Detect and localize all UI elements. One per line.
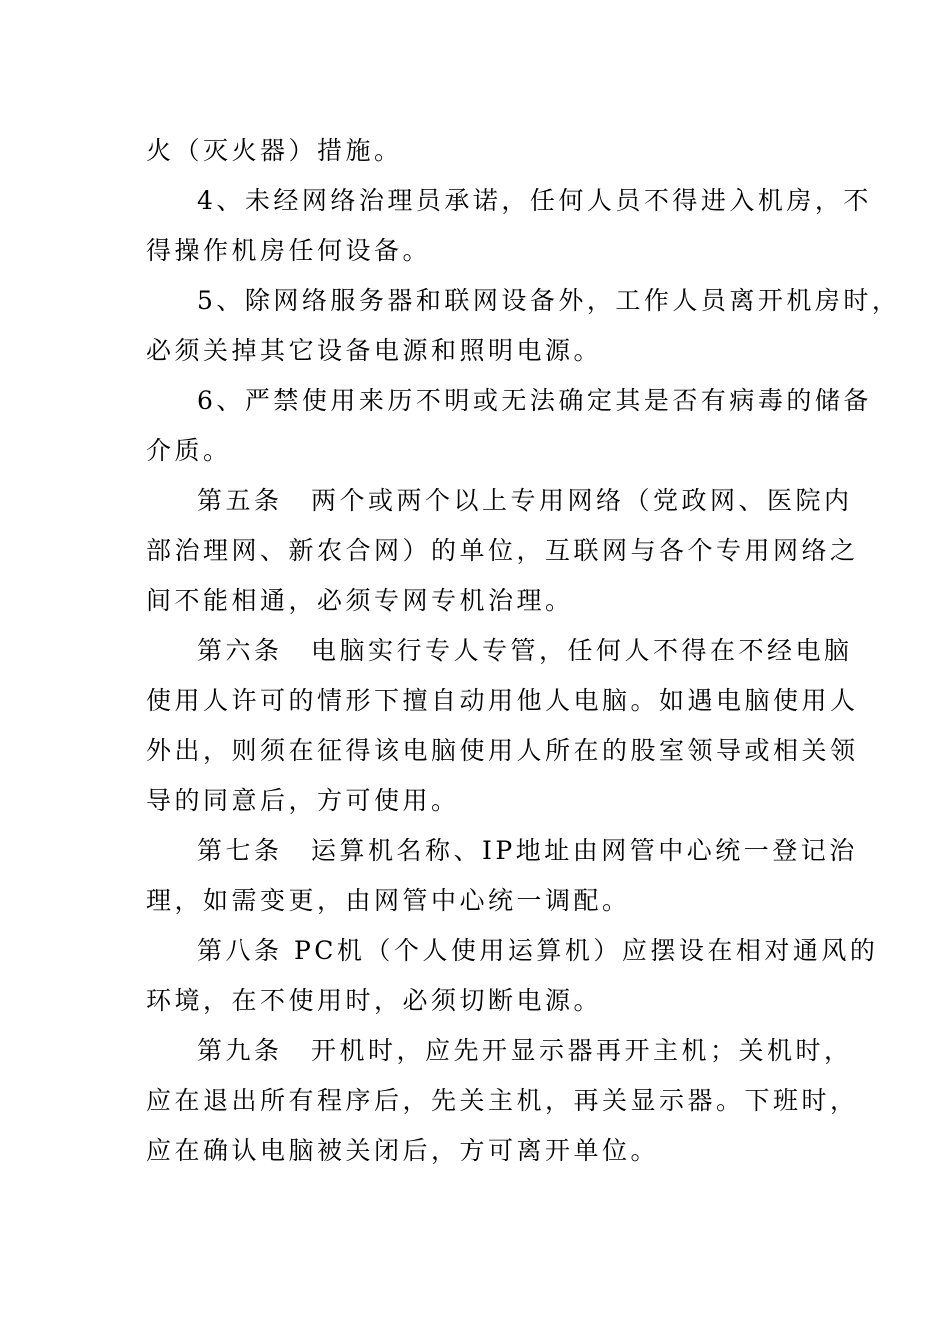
text-line: 必须关掉其它设备电源和照明电源。 bbox=[146, 336, 603, 365]
text-line: 5、除网络服务器和联网设备外，工作人员离开机房时， bbox=[197, 286, 901, 315]
text-line: 介质。 bbox=[146, 436, 232, 465]
text-line: 部治理网、新农合网）的单位，互联网与各个专用网络之 bbox=[146, 536, 859, 565]
text-line: 第五条 两个或两个以上专用网络（党政网、医院内 bbox=[197, 486, 853, 515]
text-line: 应在确认电脑被关闭后，方可离开单位。 bbox=[146, 1136, 660, 1165]
text-line: 6、严禁使用来历不明或无法确定其是否有病毒的储备 bbox=[197, 386, 872, 415]
text-line: 间不能相通，必须专网专机治理。 bbox=[146, 586, 574, 615]
text-line: 得操作机房任何设备。 bbox=[146, 236, 432, 265]
text-line: 应在退出所有程序后，先关主机，再关显示器。下班时， bbox=[146, 1086, 859, 1115]
text-line: 理，如需变更，由网管中心统一调配。 bbox=[146, 886, 631, 915]
text-line: 第六条 电脑实行专人专管，任何人不得在不经电脑 bbox=[197, 636, 853, 665]
text-line: 使用人许可的情形下擅自动用他人电脑。如遇电脑使用人 bbox=[146, 686, 859, 715]
text-line: 第九条 开机时，应先开显示器再开主机；关机时， bbox=[197, 1036, 853, 1065]
text-line: 火（灭火器）措施。 bbox=[146, 136, 403, 165]
text-line: 导的同意后，方可使用。 bbox=[146, 786, 460, 815]
text-line: 第八条 PC机（个人使用运算机）应摆设在相对通风的 bbox=[197, 936, 879, 965]
text-line: 4、未经网络治理员承诺，任何人员不得进入机房，不 bbox=[197, 186, 872, 215]
text-line: 第七条 运算机名称、IP地址由网管中心统一登记治 bbox=[197, 836, 858, 865]
text-line: 环境，在不使用时，必须切断电源。 bbox=[146, 986, 603, 1015]
text-line: 外出，则须在征得该电脑使用人所在的股室领导或相关领 bbox=[146, 736, 859, 765]
